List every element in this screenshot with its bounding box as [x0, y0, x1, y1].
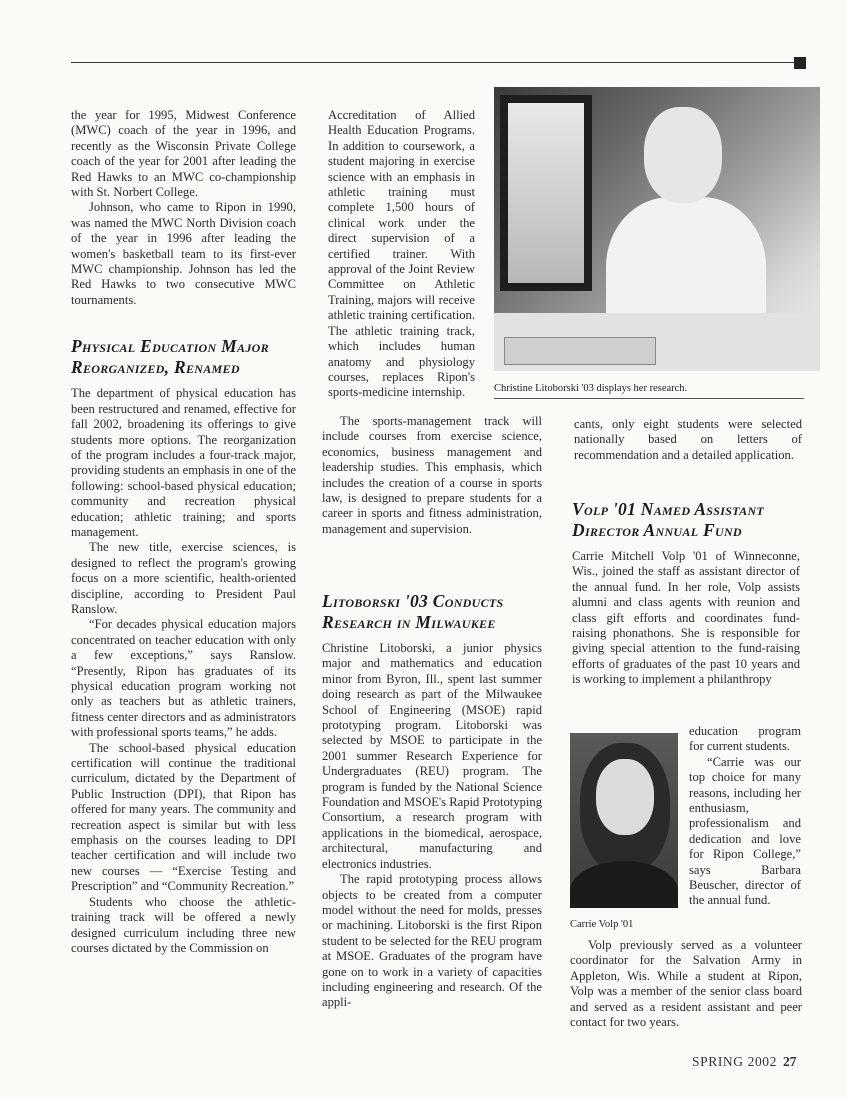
paragraph: The rapid prototyping process allows objects to be created from a computer model without the need for molds, presses or machining. Litoborski is the first Ripon student to be selected for the REU program at MSOE. Graduates of the program have gone on to work in a variety of capacities including engineering and research. Of the appli- [322, 872, 542, 1010]
paragraph: Carrie Mitchell Volp '01 of Winneconne, Wis., joined the staff as assistant director of the annual fund. In her role, Volp assists alumni and class agents with reunion and class gift efforts and coordinates fund-raising phonathons. She is responsible for giving special attention to the fund-raising efforts of graduates of the past 10 years and is working to implement a philanthropy [572, 549, 800, 687]
photo-caption: Christine Litoborski '03 displays her research. [494, 383, 688, 394]
paragraph: education program for current students. [689, 724, 801, 754]
article-headline-volp: Volp '01 Named Assistant Director Annual Fund [572, 499, 765, 540]
column-3-top [574, 417, 802, 463]
paragraph: “Carrie was our top choice for many reasons, including her enthusiasm, professionalism and dedication and love for Ripon College,” says Barbara Beuscher, director of the annual fund. [689, 754, 801, 908]
paragraph: The new title, exercise sciences, is designed to reflect the program's growing focus on a more scientific, health-oriented discipline, according to President Paul Ranslow. [71, 540, 296, 616]
column-3-wrap [689, 724, 801, 909]
paragraph: cants, only eight students were selected nationally based on letters of recommendation and a detailed application. [574, 417, 802, 462]
paragraph: the year for 1995, Midwest Conference (MWC) coach of the year in 1996, and recently as the Wisconsin Private College coach of the year for 2001 after leading the Red Hawks to an MWC co-championship with St. Norbert College. [71, 108, 296, 200]
photo-christine-litoborski [494, 87, 820, 371]
paragraph: Johnson, who came to Ripon in 1990, was named the MWC North Division coach of the year in 1996 after leading the women's basketball team to its first-ever MWC championship. Johnson has led the Red Hawks to two consecutive MWC tournaments. [71, 200, 296, 307]
caption-rule [494, 398, 804, 399]
issue-label: SPRING 2002 [692, 1054, 777, 1069]
column-2-litoborski [322, 591, 542, 1011]
column-2-narrow [328, 108, 475, 401]
paragraph: Students who choose the athletic-training track will be offered a newly designed curriculum including three new courses dictated by the Commission on [71, 894, 296, 955]
paragraph: Christine Litoborski, a junior physics major and mathematics and education minor from Byron, Ill., spent last summer doing research as part of the Milwaukee School of Engineering (MSOE) rapid prototyping program. Litoborski was selected by MSOE to participate in the 2001 summer Research Experience for Undergraduates (REU) program. The program is funded by the National Science Foundation and MSOE's Rapid Prototyping Consortium, a research program with applications in the biomedical, aerospace, architectural, manufacturing and electronics industries. [322, 641, 542, 871]
photo-carrie-volp [570, 733, 678, 908]
paragraph: Accreditation of Allied Health Education Programs. In addition to coursework, a student majoring in exercise science with an emphasis in athletic training must complete 1,500 hours of clinical work under the direct supervision of a certified trainer. With approval of the Joint Review Committee on Athletic Training, majors will receive athletic training certification. The athletic training track, which includes human anatomy and physiology courses, replaces Ripon's sports-medicine internship. [328, 108, 475, 400]
article-headline-physical-education: Physical Education Major Reorganized, Renamed [71, 336, 269, 378]
paragraph: The school-based physical education certification will continue the traditional curriculum, dictated by the Department of Public Instruction (DPI), that Ripon has offered for many years. The community and recreation aspect is similar but with less emphasis on the courses leading to DPI teacher certification and will include two new courses — “Exercise Testing and Prescription” and “Community Recreation.” [71, 740, 296, 894]
paragraph: Volp previously served as a volunteer coordinator for the Salvation Army in Appleton, Wis. While a student at Ripon, Volp was a member of the senior class board and served as a resident assistant and peer contact for two years. [570, 938, 802, 1030]
page-number: 27 [783, 1054, 797, 1069]
top-rule [71, 62, 798, 63]
article-headline-litoborski: Litoborski '03 Conducts Research in Milwaukee [322, 591, 504, 632]
top-rule-marker [794, 57, 806, 69]
paragraph: The sports-management track will include courses from exercise science, economics, business management and leadership studies. This emphasis, which includes the creation of a course in sports law, is designed to prepare students for a career in sports and fitness administration, management and supervision. [322, 414, 542, 536]
photo-caption: Carrie Volp '01 [570, 919, 634, 930]
column-1 [71, 108, 296, 956]
column-3-bottom [570, 938, 802, 1030]
column-3-volp [572, 499, 800, 688]
paragraph: The department of physical education has been restructured and renamed, effective for fall 2002, broadening its offerings to give students more options. The reorganization of the program includes a four-track major, providing students an emphasis in one of the following: school-based physical education; community and recreation physical education; athletic training; and sports management. [71, 386, 296, 539]
column-2-wide [322, 414, 542, 537]
paragraph: “For decades physical education majors concentrated on teacher education with only a few exceptions,” says Ranslow. “Presently, Ripon has graduates of its physical education program working not only as teachers but as athletic trainers, fitness center directors and as administrators with professional sports teams,” he adds. [71, 617, 296, 740]
page-footer [692, 1054, 797, 1070]
